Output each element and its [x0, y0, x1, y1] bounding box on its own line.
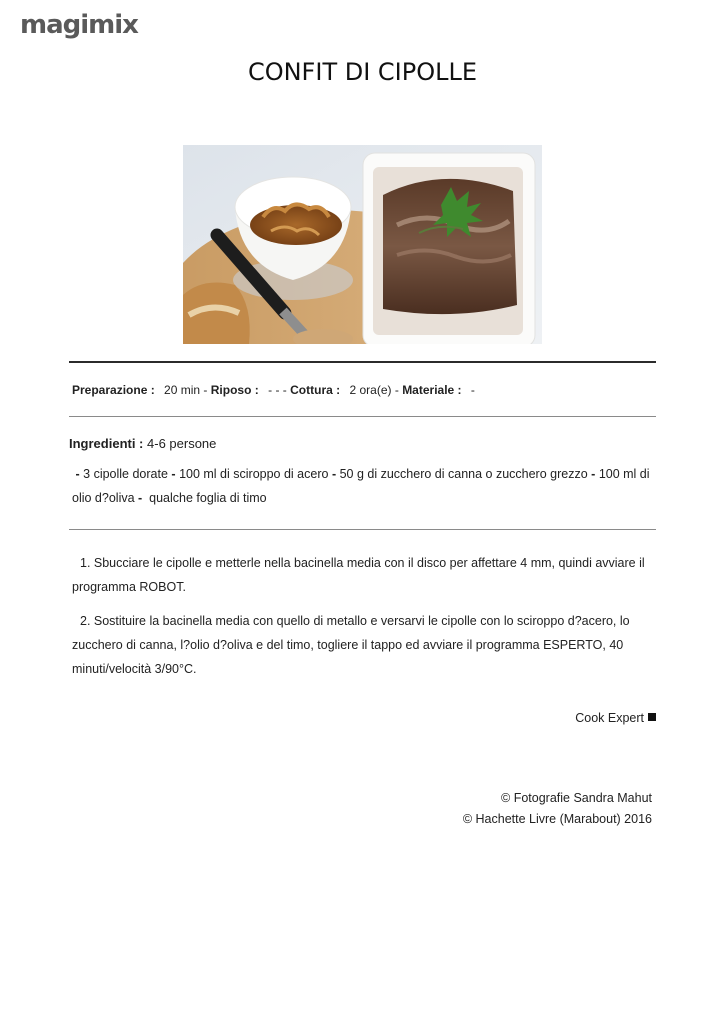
step-1	[72, 551, 657, 599]
appliance-name: Cook Expert	[575, 711, 644, 725]
ingredients-heading	[69, 436, 216, 451]
material-value: -	[470, 383, 475, 397]
ingredients-label: Ingredienti :	[69, 436, 144, 451]
servings: 4-6 persone	[147, 436, 217, 451]
ingredient-item: 3 cipolle dorate	[83, 467, 168, 481]
ingredients-list	[72, 462, 657, 510]
material-label: Materiale :	[402, 383, 462, 397]
cook-value: 2 ora(e)	[349, 383, 392, 397]
magimix-logo: magimix	[20, 10, 138, 40]
list-bullet: -	[138, 491, 143, 505]
recipe-title: CONFIT DI CIPOLLE	[247, 58, 478, 86]
ingredient-item: 50 g di zucchero di canna o zucchero grezzo	[339, 467, 588, 481]
list-bullet: -	[75, 467, 80, 481]
step-text: 1. Sbucciare le cipolle e metterle nella bacinella media con il disco per affettare 4 mm, quindi avviare il programma ROBOT.	[72, 556, 645, 594]
recipe-photo	[183, 145, 542, 344]
divider-meta	[69, 416, 656, 417]
square-icon	[648, 713, 656, 721]
meta-separator: -	[203, 383, 211, 397]
meta-separator: -	[394, 383, 403, 397]
prep-value: 20 min	[164, 383, 201, 397]
step-2	[72, 609, 657, 681]
appliance-tag	[575, 711, 656, 725]
meta-separator: -	[282, 383, 291, 397]
divider-top	[69, 361, 656, 363]
step-text: 2. Sostituire la bacinella media con quello di metallo e versarvi le cipolle con lo sciroppo d?acero, lo zucchero di canna, l?olio d?oliva e del timo, togliere il tappo ed avviare il programma ESPERTO, 40 minuti/velocità 3/90°C.	[72, 614, 630, 676]
list-bullet: -	[591, 467, 596, 481]
list-bullet: -	[331, 467, 337, 481]
publisher-credit: © Hachette Livre (Marabout) 2016	[462, 812, 652, 826]
ingredient-item: 100 ml di sciroppo di acero	[179, 467, 329, 481]
list-bullet: -	[171, 467, 176, 481]
rest-value: - -	[268, 383, 280, 397]
photo-credit: © Fotografie Sandra Mahut	[501, 791, 652, 805]
recipe-meta	[72, 383, 475, 397]
cook-label: Cottura :	[290, 383, 341, 397]
rest-label: Riposo :	[210, 383, 259, 397]
divider-ingredients	[69, 529, 656, 530]
ingredient-item: 100 ml di olio d?oliva	[72, 467, 650, 505]
prep-label: Preparazione :	[72, 383, 155, 397]
ingredient-item: qualche foglia di timo	[149, 491, 267, 505]
